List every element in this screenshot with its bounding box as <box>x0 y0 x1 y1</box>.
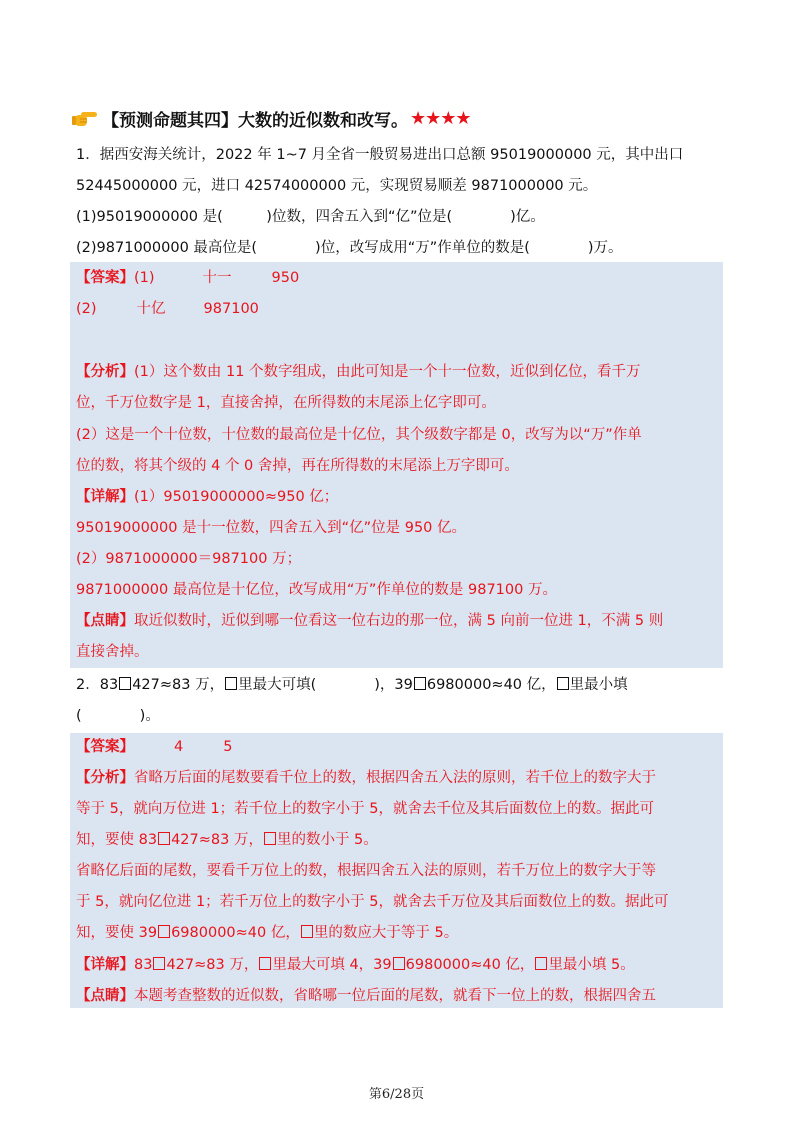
q1-detail-line2: 95019000000 是十一位数，四舍五入到“亿”位是 950 亿。 <box>76 520 467 536</box>
q2-analysis-line5: 于 5，就向亿位进 1；若千万位上的数字小于 5，就舍去千万位及其后面数位上的数。据此可 <box>76 894 669 910</box>
blank-square-icon <box>153 957 165 970</box>
q2-analysis-line2: 等于 5，就向万位进 1；若千位上的数字小于 5，就舍去千位及其后面数位上的数。据此可 <box>76 801 654 817</box>
q2-analysis-line3: 知，要使 83 427≈83 万， 里的数小于 5。 <box>76 832 378 848</box>
q2-analysis-line6: 知，要使 39 6980000≈40 亿， 里的数应大于等于 5。 <box>76 925 459 941</box>
q1-analysis-line4: 位的数，将其个级的 4 个 0 舍掉，再在所得数的末尾添上万字即可。 <box>76 458 519 474</box>
q2-answer-a: 4 <box>174 739 184 755</box>
difficulty-stars: ★★★★ <box>410 107 471 129</box>
blank-square-icon <box>535 957 547 970</box>
q1-answer-a: 十一 <box>202 270 232 286</box>
q1-answer-d: 987100 <box>203 301 259 317</box>
blank-square-icon <box>557 677 569 690</box>
blank-square-icon <box>225 677 237 690</box>
blank-square-icon <box>414 677 426 690</box>
q2-line2: ( )。 <box>76 708 160 724</box>
q1-analysis-line2: 位，千万位数字是 1，直接舍掉，在所得数的末尾添上亿字即可。 <box>76 395 496 411</box>
q2-answer-b: 5 <box>223 739 233 755</box>
q2-answer-line: 【答案】 4 5 <box>76 739 233 755</box>
q1-analysis-line3: (2）这是一个十位数，十位数的最高位是十亿位，其个级数字都是 0，改写为以“万”作单 <box>76 427 642 443</box>
q1-tip-line2: 直接舍掉。 <box>76 644 149 660</box>
q1-part2: (2)9871000000 最高位是( )位，改写成用“万”作单位的数是( )万。 <box>76 240 623 256</box>
q1-answer-line1: 【答案】(1) 十一 950 <box>76 270 300 286</box>
blank-square-icon <box>393 957 405 970</box>
blank-square-icon <box>259 957 271 970</box>
q1-part1: (1)95019000000 是( )位数，四舍五入到“亿”位是( )亿。 <box>76 209 545 225</box>
blank-square-icon <box>158 832 170 845</box>
q1-detail-line1: 【详解】(1）95019000000≈950 亿； <box>76 489 339 505</box>
q1-answer-c: 十亿 <box>136 301 166 317</box>
q1-detail-line4: 9871000000 最高位是十亿位，改写成用“万”作单位的数是 987100 万。 <box>76 582 557 598</box>
q1-line2: 52445000000 元，进口 42574000000 元，实现贸易顺差 9871000000 元。 <box>76 178 598 194</box>
q2-detail-line: 【详解】83 427≈83 万， 里最大可填 4，39 6980000≈40 亿， 里最小填 5。 <box>76 957 635 973</box>
q2-analysis-line4: 省略亿后面的尾数，要看千万位上的数，根据四舍五入法的原则，若千万位上的数字大于等 <box>76 863 656 879</box>
q2-analysis-line1: 【分析】省略万后面的尾数要看千位上的数，根据四舍五入法的原则，若千位上的数字大于 <box>76 770 656 786</box>
section-title: 【预测命题其四】大数的近似数和改写。 <box>102 110 408 131</box>
q1-answer-line2: (2) 十亿 987100 <box>76 301 259 317</box>
q1-detail-line3: (2）9871000000＝987100 万； <box>76 551 302 567</box>
q1-line1: 1．据西安海关统计，2022 年 1~7 月全省一般贸易进出口总额 95019000000 元，其中出口 <box>76 147 684 163</box>
q2-tip-line1: 【点睛】本题考查整数的近似数，省略哪一位后面的尾数，就看下一位上的数，根据四舍五 <box>76 988 656 1004</box>
q2-line1: 2．83 427≈83 万， 里最大可填( )，39 6980000≈40 亿， 里最小填 <box>76 677 628 693</box>
q1-tip-line1: 【点睛】取近似数时，近似到哪一位看这一位右边的那一位，满 5 向前一位进 1，不满 5 则 <box>76 613 664 629</box>
answer-label: 【答案】 <box>76 270 134 286</box>
pointing-hand-icon <box>72 109 98 127</box>
q1-analysis-line1: 【分析】(1）这个数由 11 个数字组成，由此可知是一个十一位数，近似到亿位，看千万 <box>76 364 641 380</box>
blank-square-icon <box>158 925 170 938</box>
page-number: 第6/28页 <box>368 1087 425 1102</box>
blank-square-icon <box>119 677 131 690</box>
blank-square-icon <box>301 925 313 938</box>
blank-square-icon <box>264 832 276 845</box>
section-heading <box>72 105 471 131</box>
q1-answer-b: 950 <box>271 270 300 286</box>
